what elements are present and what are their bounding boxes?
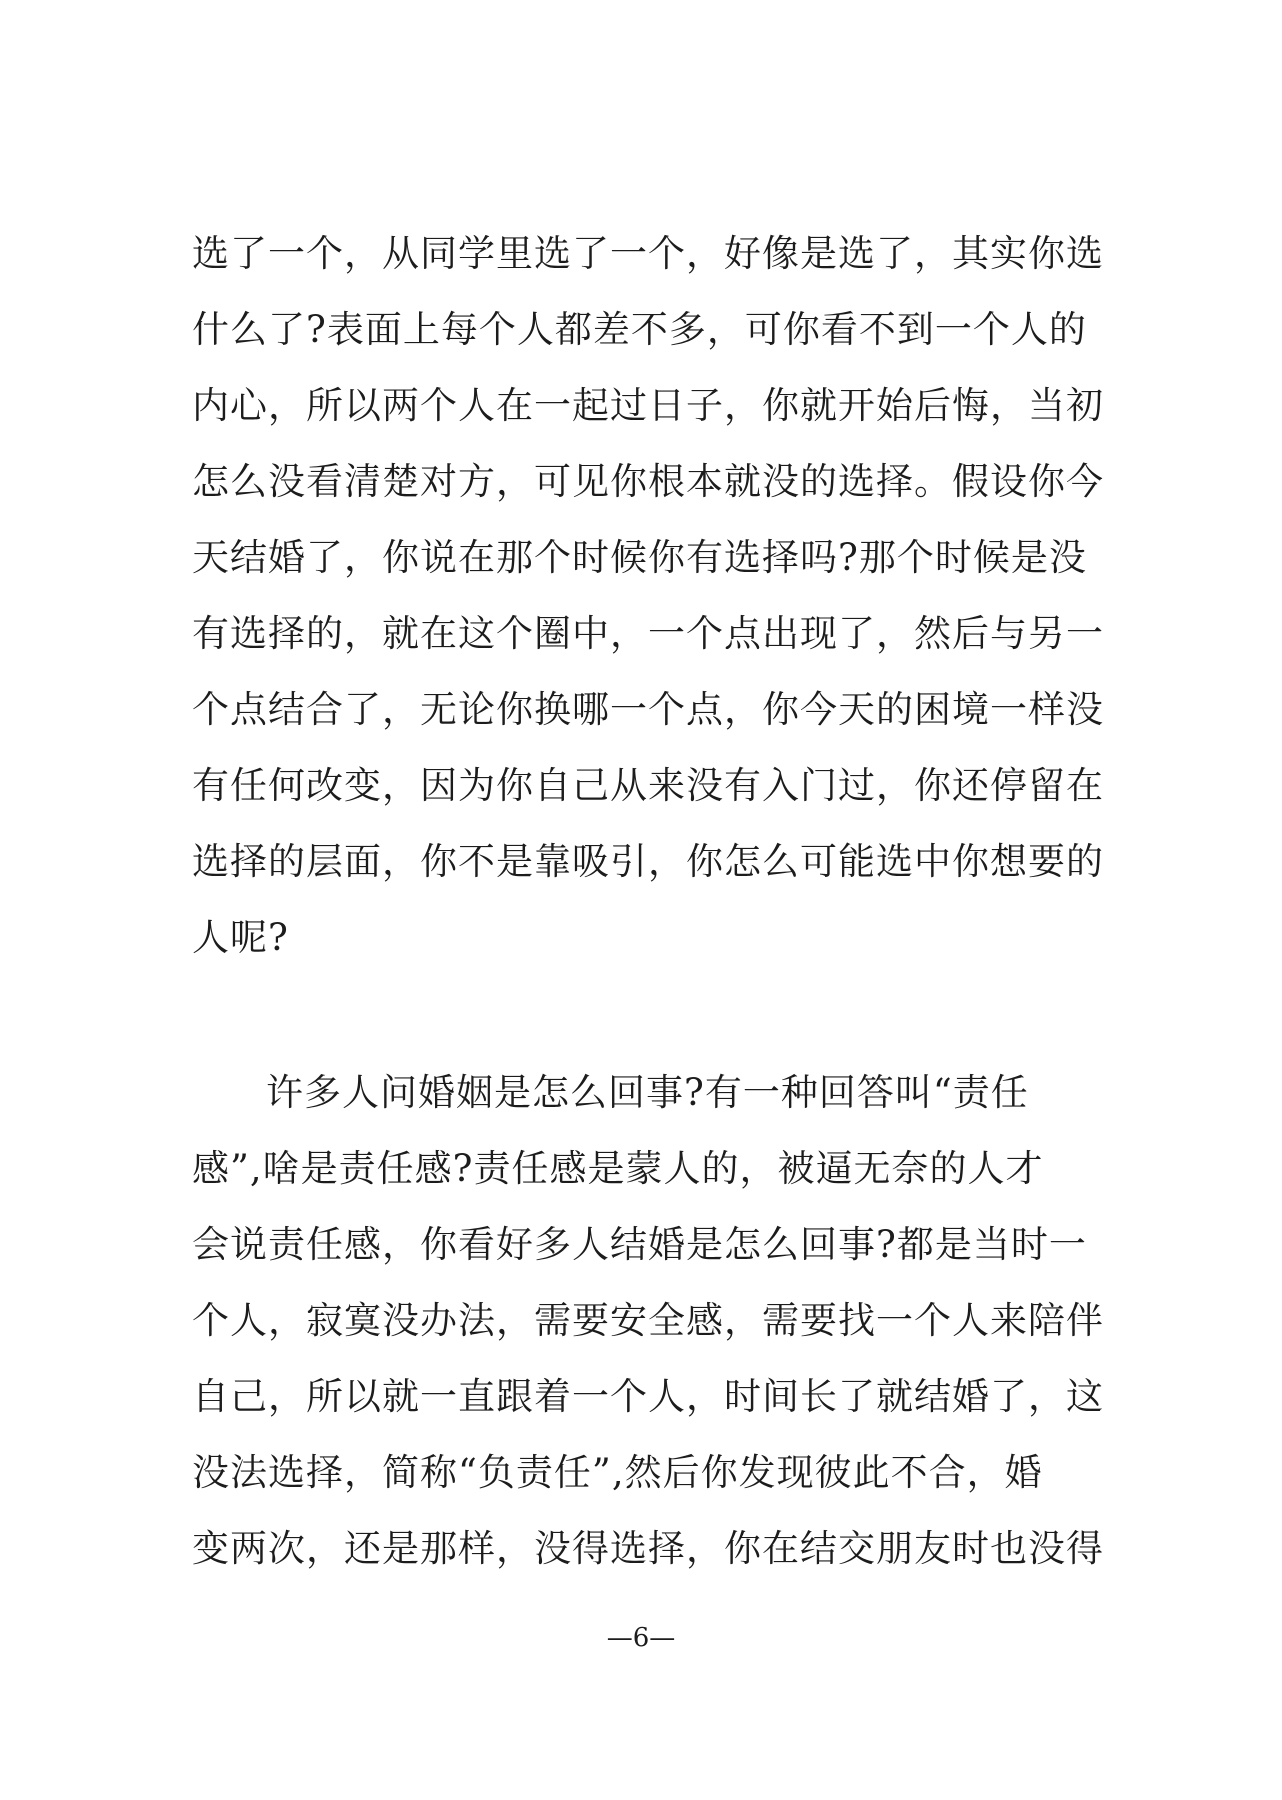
text-line: 个点结合了，无论你换哪一个点，你今天的困境一样没	[192, 688, 1104, 731]
text-line: 什么了?表面上每个人都差不多，可你看不到一个人的	[192, 308, 1087, 351]
text-line: 人呢?	[192, 916, 289, 959]
text-line: 变两次，还是那样，没得选择，你在结交朋友时也没得	[192, 1527, 1104, 1570]
text-line: 会说责任感，你看好多人结婚是怎么回事?都是当时一	[192, 1223, 1087, 1266]
text-line: 感”,啥是责任感?责任感是蒙人的，被逼无奈的人才	[192, 1147, 1044, 1190]
text-line: 许多人问婚姻是怎么回事?有一种回答叫“责任	[266, 1071, 1029, 1114]
paragraph-1	[192, 216, 1104, 976]
text-line: 个人，寂寞没办法，需要安全感，需要找一个人来陪伴	[192, 1299, 1104, 1342]
text-line: 选了一个，从同学里选了一个，好像是选了，其实你选	[192, 232, 1104, 275]
text-line: 有选择的，就在这个圈中，一个点出现了，然后与另一	[192, 612, 1104, 655]
text-line: 怎么没看清楚对方，可见你根本就没的选择。假设你今	[192, 460, 1104, 503]
paragraph-2	[192, 1055, 1104, 1587]
text-line: 自己，所以就一直跟着一个人，时间长了就结婚了，这	[192, 1375, 1104, 1418]
page-number: —6—	[606, 1623, 676, 1653]
text-line: 选择的层面，你不是靠吸引，你怎么可能选中你想要的	[192, 840, 1104, 883]
text-line: 天结婚了，你说在那个时候你有选择吗?那个时候是没	[192, 536, 1087, 579]
text-line: 没法选择，简称“负责任”,然后你发现彼此不合，婚	[192, 1451, 1043, 1494]
text-line: 有任何改变，因为你自己从来没有入门过，你还停留在	[192, 764, 1104, 807]
text-line: 内心，所以两个人在一起过日子，你就开始后悔，当初	[192, 384, 1104, 427]
